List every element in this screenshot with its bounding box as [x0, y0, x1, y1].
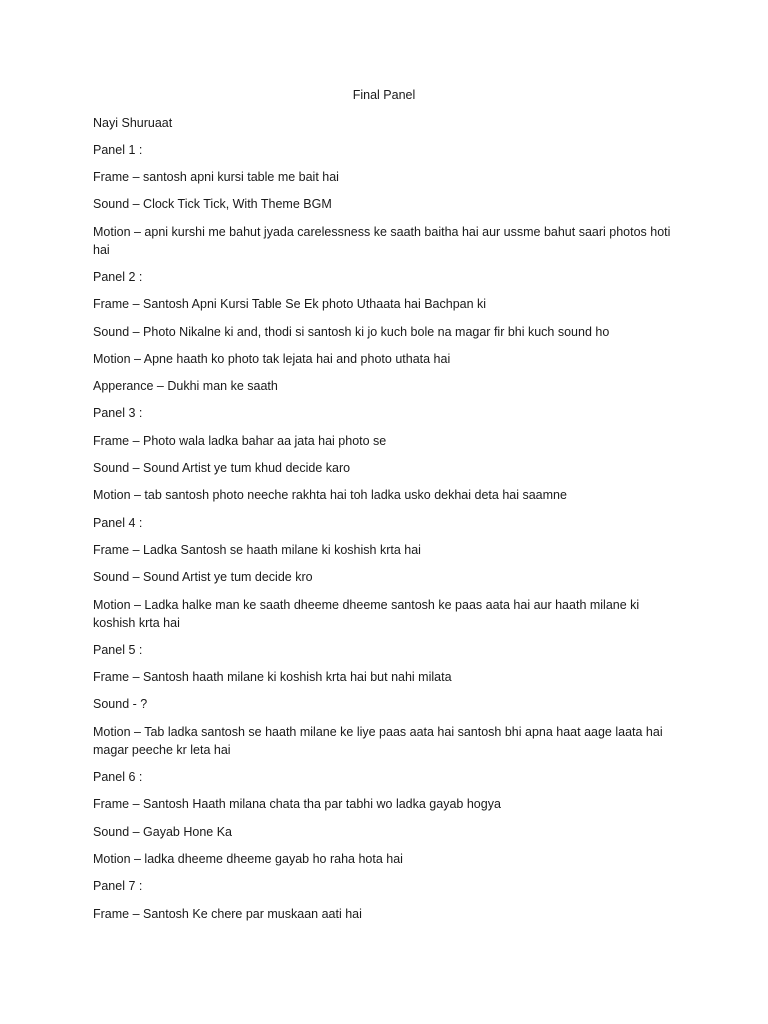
panel-4-motion: Motion – Ladka halke man ke saath dheeme dheeme santosh ke paas aata hai aur haath milane ki koshish krta hai: [93, 598, 640, 630]
panel-2-motion: Motion – Apne haath ko photo tak lejata hai and photo uthata hai: [93, 352, 451, 366]
panel-6-motion: Motion – ladka dheeme dheeme gayab ho raha hota hai: [93, 852, 403, 866]
panel-3-heading: Panel 3 :: [93, 406, 143, 420]
panel-4-heading: Panel 4 :: [93, 516, 143, 530]
panel-2-frame: Frame – Santosh Apni Kursi Table Se Ek photo Uthaata hai Bachpan ki: [93, 297, 487, 311]
panel-3-frame: Frame – Photo wala ladka bahar aa jata hai photo se: [93, 434, 387, 448]
panel-1-sound: Sound – Clock Tick Tick, With Theme BGM: [93, 197, 332, 211]
panel-2-heading: Panel 2 :: [93, 270, 143, 284]
panel-3-sound: Sound – Sound Artist ye tum khud decide karo: [93, 461, 351, 475]
panel-7-heading: Panel 7 :: [93, 879, 143, 893]
panel-1-motion: Motion – apni kurshi me bahut jyada carelessness ke saath baitha hai aur ussme bahut saari photos hoti hai: [93, 225, 671, 257]
panel-5-heading: Panel 5 :: [93, 643, 143, 657]
panel-2-sound: Sound – Photo Nikalne ki and, thodi si santosh ki jo kuch bole na magar fir bhi kuch sound ho: [93, 325, 610, 339]
panel-5-sound: Sound - ?: [93, 697, 148, 711]
panel-5-motion: Motion – Tab ladka santosh se haath milane ke liye paas aata hai santosh bhi apna haat aage laata hai magar peeche kr leta hai: [93, 725, 663, 757]
document-title: Final Panel: [352, 88, 416, 102]
panel-3-motion: Motion – tab santosh photo neeche rakhta hai toh ladka usko dekhai deta hai saamne: [93, 488, 567, 502]
panel-6-frame: Frame – Santosh Haath milana chata tha par tabhi wo ladka gayab hogya: [93, 797, 501, 811]
panel-1-heading: Panel 1 :: [93, 143, 143, 157]
panel-6-heading: Panel 6 :: [93, 770, 143, 784]
panel-7-frame: Frame – Santosh Ke chere par muskaan aati hai: [93, 907, 362, 921]
panel-4-sound: Sound – Sound Artist ye tum decide kro: [93, 570, 313, 584]
panel-6-sound: Sound – Gayab Hone Ka: [93, 825, 232, 839]
panel-1-frame: Frame – santosh apni kursi table me bait hai: [93, 170, 339, 184]
panel-2-appearance: Apperance – Dukhi man ke saath: [93, 379, 278, 393]
panel-4-frame: Frame – Ladka Santosh se haath milane ki koshish krta hai: [93, 543, 421, 557]
document-subtitle: Nayi Shuruaat: [93, 116, 173, 130]
panel-5-frame: Frame – Santosh haath milane ki koshish krta hai but nahi milata: [93, 670, 452, 684]
